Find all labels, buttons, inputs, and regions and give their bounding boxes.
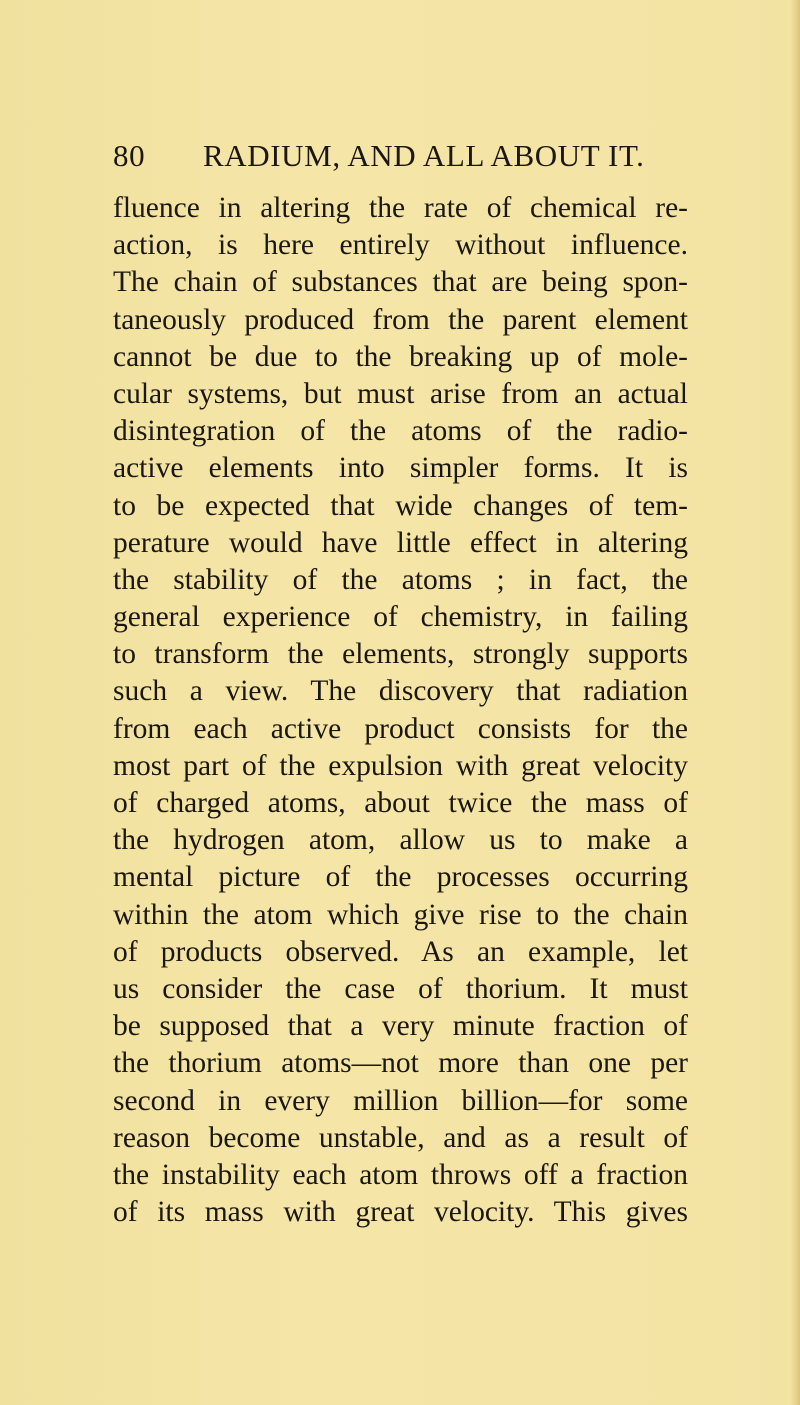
text-line: the stability of the atoms ; in fact, the (113, 563, 688, 596)
text-line: to be expected that wide changes of tem- (113, 489, 688, 522)
text-line: general experience of chemistry, in failing (113, 601, 688, 634)
text-line: within the atom which give rise to the chain (113, 898, 688, 931)
text-line: active elements into simpler forms. It is (113, 452, 688, 485)
text-line: disintegration of the atoms of the radio- (113, 415, 688, 448)
text-line: such a view. The discovery that radiation (113, 675, 688, 708)
text-line: from each active product consists for the (113, 712, 688, 745)
text-line: second in every million billion—for some (113, 1084, 688, 1117)
text-line: us consider the case of thorium. It must (113, 972, 688, 1005)
text-line: to transform the elements, strongly supports (113, 638, 688, 671)
text-line: reason become unstable, and as a result of (113, 1121, 688, 1154)
text-line: of charged atoms, about twice the mass of (113, 787, 688, 819)
body-text (113, 190, 688, 1231)
text-line: of its mass with great velocity. This gives (113, 1196, 688, 1229)
text-line: taneously produced from the parent element (113, 303, 688, 336)
text-line: cannot be due to the breaking up of mole- (113, 340, 688, 373)
running-head (113, 138, 645, 178)
page-number: 80 (113, 138, 146, 173)
text-line: the instability each atom throws off a fraction (113, 1158, 688, 1191)
text-line: action, is here entirely without influence. (113, 229, 688, 262)
page-edge (790, 0, 800, 1405)
running-title: RADIUM, AND ALL ABOUT IT. (203, 138, 645, 173)
text-line: cular systems, but must arise from an actual (113, 377, 688, 410)
text-line: fluence in altering the rate of chemical re- (113, 192, 688, 224)
text-line: The chain of substances that are being spon- (113, 266, 688, 299)
text-line: the hydrogen atom, allow us to make a (113, 824, 688, 857)
text-line: perature would have little effect in altering (113, 526, 688, 559)
text-line: be supposed that a very minute fraction of (113, 1010, 688, 1043)
text-line: of products observed. As an example, let (113, 935, 688, 968)
text-line: most part of the expulsion with great velocity (113, 749, 688, 782)
text-line: the thorium atoms—not more than one per (113, 1047, 688, 1080)
text-line: mental picture of the processes occurring (113, 861, 688, 894)
